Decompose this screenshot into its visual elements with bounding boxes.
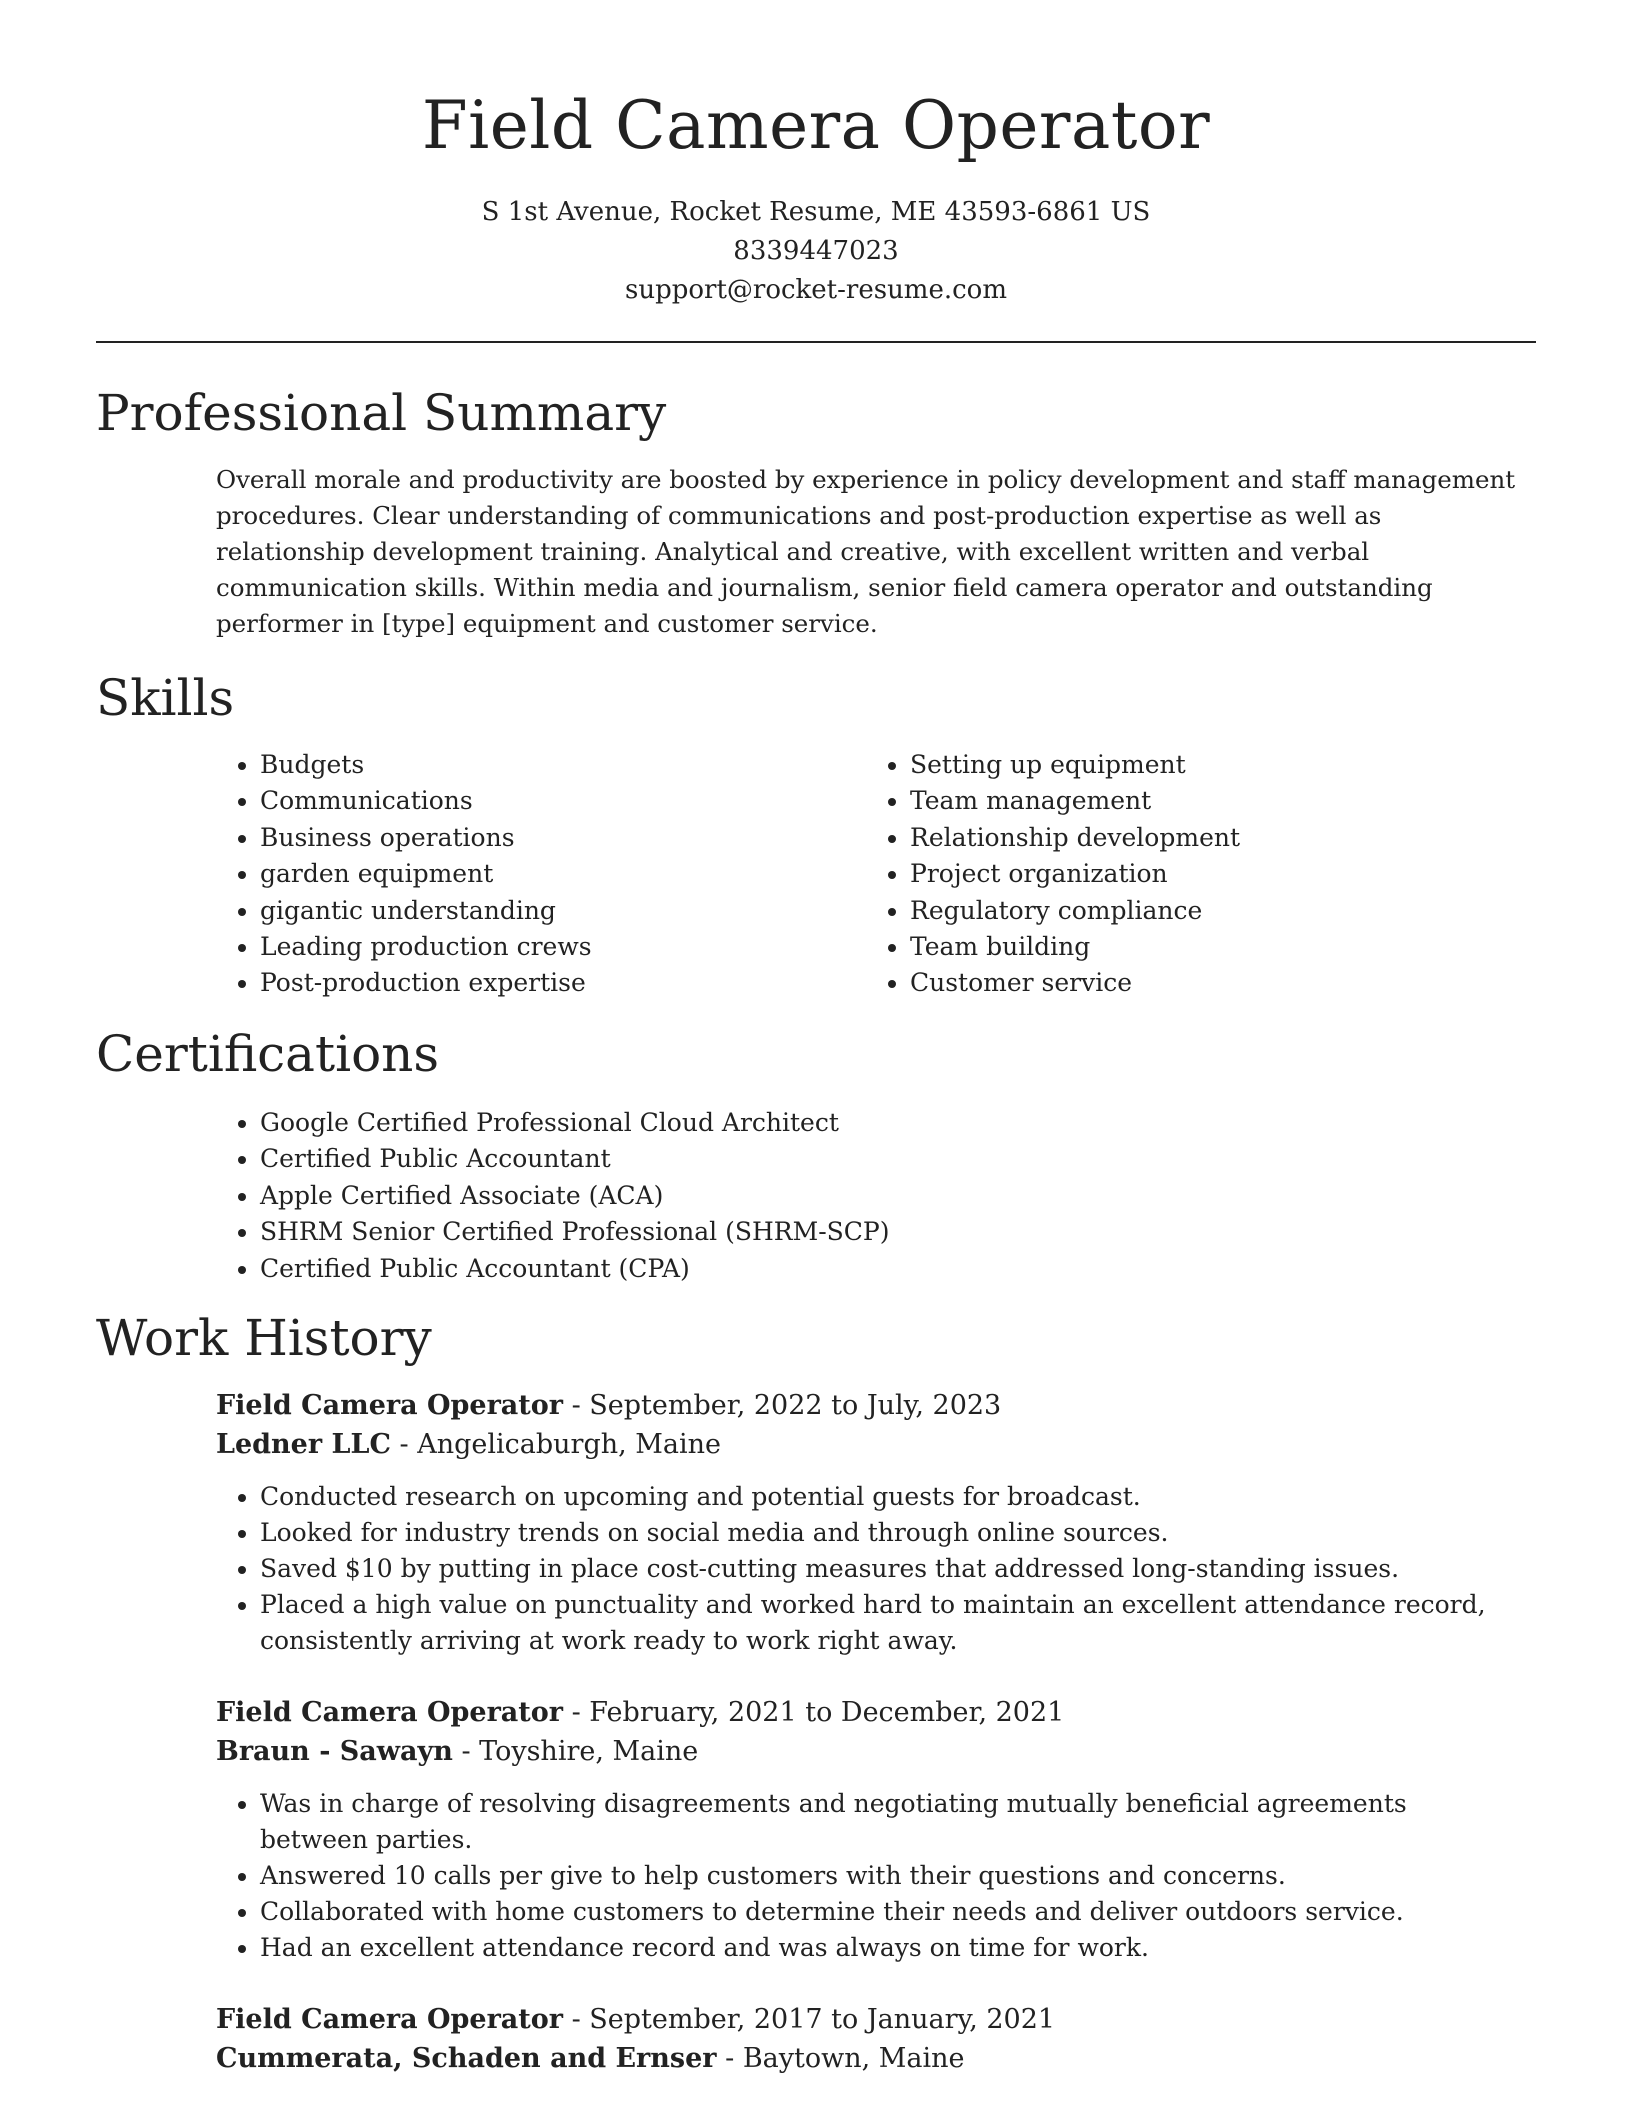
job-location: Angelicaburgh, Maine — [417, 1429, 722, 1460]
skill-item: • Setting up equipment — [910, 747, 1550, 783]
job-bullet: • Placed a high value on punctuality and worked hard to maintain an excellent attendance record, consistently arriving at work ready to work right away. — [260, 1587, 1520, 1659]
job-bullet: • Collaborated with home customers to determine their needs and deliver outdoors service. — [260, 1894, 1520, 1930]
separator: - — [452, 1736, 480, 1767]
job-dates: February, 2021 to December, 2021 — [589, 1697, 1065, 1728]
section-title-summary: Professional Summary — [96, 384, 667, 442]
skill-item: • Communications — [260, 783, 860, 819]
skill-item: • Leading production crews — [260, 929, 860, 965]
contact-address: S 1st Avenue, Rocket Resume, ME 43593-6861 US — [481, 197, 1151, 227]
job-company: Ledner LLC — [216, 1429, 391, 1460]
separator: - — [563, 1390, 590, 1421]
job-bullet: • Conducted research on upcoming and potential guests for broadcast. — [260, 1479, 1520, 1515]
job-role: Field Camera Operator — [216, 2004, 563, 2035]
skill-item: • Customer service — [910, 965, 1550, 1001]
job-bullet-list — [216, 1786, 1520, 1966]
skill-item: • gigantic understanding — [260, 893, 860, 929]
job-company: Cummerata, Schaden and Ernser — [216, 2043, 717, 2074]
summary-text: Overall morale and productivity are boosted by experience in policy development and staff management procedures. Clear understanding of communications and post-production expertise as well as relationship development training. Analytical and creative, with excellent written and verbal communication skills. Within media and journalism, senior field camera operator and outstanding performer in [type] equipment and customer service. — [216, 465, 1516, 638]
certification-item: • Google Certified Professional Cloud Architect — [260, 1105, 1460, 1141]
skill-item: • Team building — [910, 929, 1550, 965]
job-bullet: • Had an excellent attendance record and was always on time for work. — [260, 1930, 1520, 1966]
separator: - — [390, 1429, 418, 1460]
certification-item: • Certified Public Accountant — [260, 1141, 1460, 1177]
skill-item: • Relationship development — [910, 820, 1550, 856]
job-bullet: • Was in charge of resolving disagreements and negotiating mutually beneficial agreements between parties. — [260, 1786, 1520, 1858]
section-title-skills: Skills — [96, 669, 235, 727]
job-title-line — [216, 1693, 1064, 1733]
skill-item: • Budgets — [260, 747, 860, 783]
certifications-list — [216, 1105, 1460, 1287]
candidate-name: Field Camera Operator — [421, 87, 1211, 164]
job-bullet: • Saved $10 by putting in place cost-cutting measures that addressed long-standing issues. — [260, 1551, 1520, 1587]
skill-item: • Post-production expertise — [260, 965, 860, 1001]
job-bullet: • Answered 10 calls per give to help customers with their questions and concerns. — [260, 1858, 1520, 1894]
section-title-certifications: Certifications — [96, 1025, 440, 1083]
job-role: Field Camera Operator — [216, 1697, 563, 1728]
job-title-line — [216, 2000, 1055, 2040]
skill-item: • Business operations — [260, 820, 860, 856]
job-company-line — [216, 2039, 965, 2079]
job-dates: September, 2022 to July, 2023 — [589, 1390, 1002, 1421]
certification-item: • Apple Certified Associate (ACA) — [260, 1178, 1460, 1214]
job-title-line — [216, 1386, 1001, 1426]
header-divider — [96, 341, 1536, 343]
skills-list-left — [216, 747, 860, 1002]
contact-block — [96, 193, 1536, 310]
skill-item: • Regulatory compliance — [910, 893, 1550, 929]
separator: - — [563, 2004, 590, 2035]
section-title-work-history: Work History — [96, 1309, 432, 1367]
job-bullet: • Looked for industry trends on social media and through online sources. — [260, 1515, 1520, 1551]
job-location: Toyshire, Maine — [479, 1736, 699, 1767]
job-company-line — [216, 1425, 721, 1465]
skill-item: • garden equipment — [260, 856, 860, 892]
contact-phone: 8339447023 — [733, 236, 899, 266]
skill-item: • Team management — [910, 783, 1550, 819]
job-company-line — [216, 1732, 698, 1772]
certification-item: • Certified Public Accountant (CPA) — [260, 1251, 1460, 1287]
separator: - — [716, 2043, 743, 2074]
job-company: Braun - Sawayn — [216, 1736, 453, 1767]
separator: - — [563, 1697, 590, 1728]
job-role: Field Camera Operator — [216, 1390, 563, 1421]
contact-email: support@rocket-resume.com — [624, 275, 1007, 305]
skills-list-right — [866, 747, 1550, 1002]
skill-item: • Project organization — [910, 856, 1550, 892]
job-location: Baytown, Maine — [742, 2043, 965, 2074]
job-dates: September, 2017 to January, 2021 — [589, 2004, 1056, 2035]
certification-item: • SHRM Senior Certified Professional (SHRM-SCP) — [260, 1214, 1460, 1250]
job-bullet-list — [216, 1479, 1520, 1659]
